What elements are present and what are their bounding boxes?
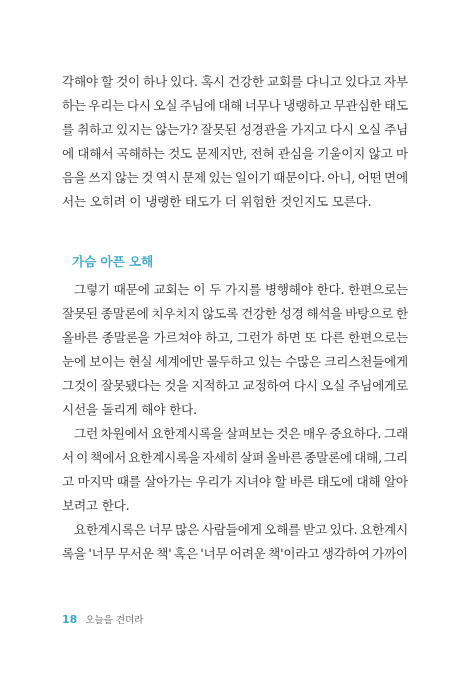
text-line: 록을 '너무 무서운 책' 혹은 '너무 어려운 책'이라고 생각하여 가까이: [62, 546, 408, 561]
text-line: 고 마지막 때를 살아가는 우리가 지녀야 할 바른 태도에 대해 알아: [62, 474, 408, 489]
text-line: 보려고 한다.: [62, 498, 130, 513]
text-line: 잘못된 종말론에 치우치지 않도록 건강한 성경 해석을 바탕으로 한: [62, 306, 408, 321]
text-line: 를 취하고 있지는 않는가? 잘못된 성경관을 가지고 다시 오실 주님: [62, 122, 408, 137]
text-line: 음을 쓰지 않는 것 역시 문제 있는 일이기 때문이다. 아니, 어떤 면에: [62, 170, 408, 185]
text-line: 하는 우리는 다시 오실 주님에 대해 너무나 냉랭하고 무관심한 태도: [62, 98, 408, 113]
page-number: 18: [62, 613, 78, 626]
paragraph-4: [62, 518, 408, 566]
page-footer: [62, 612, 143, 626]
text-line: 그것이 잘못됐다는 것을 지적하고 교정하여 다시 오실 주님에게로: [62, 378, 408, 393]
text-line: 각해야 할 것이 하나 있다. 혹시 건강한 교회를 다니고 있다고 자부: [62, 74, 408, 89]
text-line: 눈에 보이는 현실 세계에만 몰두하고 있는 수많은 크리스천들에게: [62, 354, 408, 369]
text-line: 서는 오히려 이 냉랭한 태도가 더 위험한 것인지도 모른다.: [62, 194, 372, 209]
running-title: 오늘을 견뎌라: [85, 615, 144, 626]
text-line: 그런 차원에서 요한계시록을 살펴보는 것은 매우 중요하다. 그래: [74, 426, 408, 441]
paragraph-3: [62, 422, 408, 518]
text-line: 에 대해서 곡해하는 것도 문제지만, 전혀 관심을 기울이지 않고 마: [62, 146, 408, 161]
paragraph-2: [62, 278, 408, 422]
text-line: 서 이 책에서 요한계시록을 자세히 살펴 올바른 종말론에 대해, 그리: [62, 450, 408, 465]
text-line: 요한계시록은 너무 많은 사람들에게 오해를 받고 있다. 요한계시: [74, 522, 408, 537]
section-heading: 가슴 아픈 오해: [72, 254, 154, 269]
text-line: 올바른 종말론을 가르쳐야 하고, 그런가 하면 또 다른 한편으로는: [62, 330, 408, 345]
text-line: 그렇기 때문에 교회는 이 두 가지를 병행해야 한다. 한편으로는: [74, 282, 408, 297]
paragraph-1: [62, 70, 408, 214]
text-line: 시선을 돌리게 해야 한다.: [62, 402, 197, 417]
